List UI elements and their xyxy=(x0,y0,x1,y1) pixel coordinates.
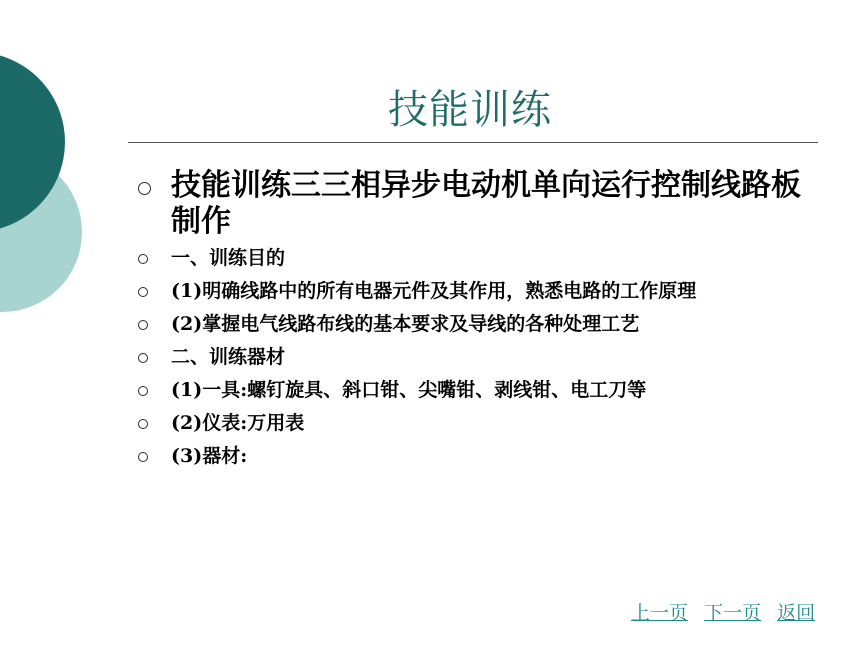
bullet-item: 一、训练目的 xyxy=(130,248,820,269)
title-divider xyxy=(128,142,818,143)
bullet-item: (1)明确线路中的所有电器元件及其作用，熟悉电路的工作原理 xyxy=(130,281,820,302)
bullet-item: (1)一具:螺钉旋具、斜口钳、尖嘴钳、剥线钳、电工刀等 xyxy=(130,380,820,401)
back-link[interactable]: 返回 xyxy=(777,602,816,624)
decorative-circles xyxy=(0,0,120,360)
bullet-item: 二、训练器材 xyxy=(130,347,820,368)
bullet-item: (2)掌握电气线路布线的基本要求及导线的各种处理工艺 xyxy=(130,314,820,335)
prev-page-link[interactable]: 上一页 xyxy=(631,602,689,624)
bullet-item: (3)器材: xyxy=(130,446,820,467)
slide-title: 技能训练 xyxy=(388,87,552,133)
next-page-link[interactable]: 下一页 xyxy=(704,602,762,624)
bullet-item: (2)仪表:万用表 xyxy=(130,413,820,434)
bullet-item-heading: 技能训练三三相异步电动机单向运行控制线路板制作 xyxy=(130,168,820,240)
bullet-list xyxy=(130,168,820,479)
slide-navigation xyxy=(631,598,815,625)
